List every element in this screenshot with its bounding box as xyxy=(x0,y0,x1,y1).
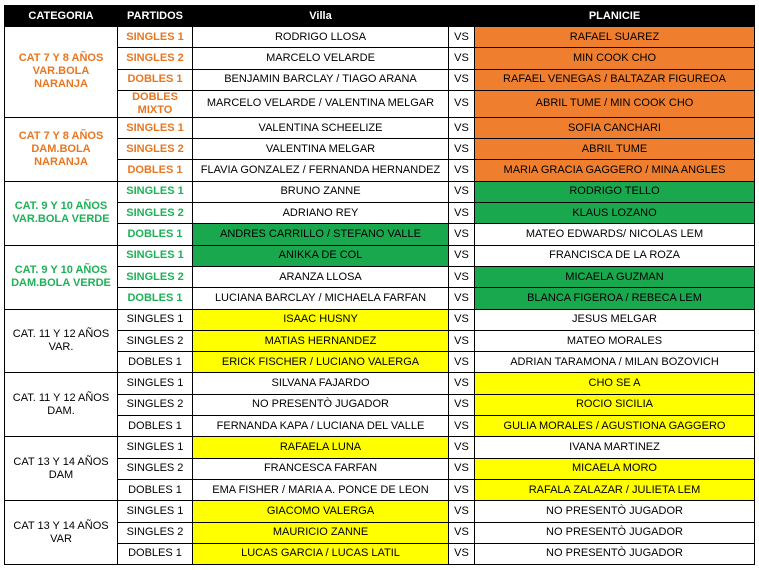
vs-cell: VS xyxy=(449,309,475,330)
planicie-player-cell: RAFAEL SUAREZ xyxy=(475,27,755,48)
table-row xyxy=(5,90,755,117)
vs-cell: VS xyxy=(449,224,475,245)
match-type-cell: SINGLES 2 xyxy=(118,139,193,160)
match-type-cell: DOBLES MIXTO xyxy=(118,90,193,117)
vs-cell: VS xyxy=(449,139,475,160)
villa-player-cell: ARANZA LLOSA xyxy=(193,266,449,287)
table-row xyxy=(5,288,755,309)
villa-player-cell: VALENTINA SCHEELIZE xyxy=(193,117,449,138)
villa-player-cell: BENJAMIN BARCLAY / TIAGO ARANA xyxy=(193,69,449,90)
match-type-cell: SINGLES 1 xyxy=(118,117,193,138)
table-row xyxy=(5,203,755,224)
match-type-cell: SINGLES 1 xyxy=(118,373,193,394)
villa-player-cell: MAURICIO ZANNE xyxy=(193,522,449,543)
match-type-cell: SINGLES 2 xyxy=(118,394,193,415)
category-cell: CAT. 11 Y 12 AÑOS DAM. xyxy=(5,373,118,437)
match-type-cell: SINGLES 2 xyxy=(118,48,193,69)
villa-player-cell: SILVANA FAJARDO xyxy=(193,373,449,394)
table-row xyxy=(5,416,755,437)
table-row xyxy=(5,266,755,287)
match-type-cell: SINGLES 1 xyxy=(118,245,193,266)
villa-player-cell: NO PRESENTÒ JUGADOR xyxy=(193,394,449,415)
match-type-cell: DOBLES 1 xyxy=(118,479,193,500)
table-row xyxy=(5,437,755,458)
match-type-cell: DOBLES 1 xyxy=(118,416,193,437)
planicie-player-cell: MICAELA GUZMAN xyxy=(475,266,755,287)
match-type-cell: SINGLES 1 xyxy=(118,309,193,330)
table-row xyxy=(5,48,755,69)
vs-cell: VS xyxy=(449,69,475,90)
table-row xyxy=(5,458,755,479)
vs-cell: VS xyxy=(449,458,475,479)
villa-player-cell: FRANCESCA FARFAN xyxy=(193,458,449,479)
villa-player-cell: MARCELO VELARDE / VALENTINA MELGAR xyxy=(193,90,449,117)
match-type-cell: SINGLES 2 xyxy=(118,330,193,351)
match-type-cell: SINGLES 1 xyxy=(118,437,193,458)
match-type-cell: SINGLES 2 xyxy=(118,522,193,543)
vs-cell: VS xyxy=(449,522,475,543)
match-type-cell: SINGLES 1 xyxy=(118,27,193,48)
villa-player-cell: MARCELO VELARDE xyxy=(193,48,449,69)
table-row xyxy=(5,181,755,202)
header-villa: Villa xyxy=(193,6,449,27)
villa-player-cell: MATIAS HERNANDEZ xyxy=(193,330,449,351)
match-type-cell: DOBLES 1 xyxy=(118,543,193,564)
villa-player-cell: ANIKKA DE COL xyxy=(193,245,449,266)
match-type-cell: DOBLES 1 xyxy=(118,288,193,309)
match-type-cell: SINGLES 2 xyxy=(118,266,193,287)
header-row xyxy=(5,6,755,27)
category-cell: CAT 13 Y 14 AÑOS VAR xyxy=(5,501,118,565)
vs-cell: VS xyxy=(449,501,475,522)
planicie-player-cell: IVANA MARTINEZ xyxy=(475,437,755,458)
header-categoria: CATEGORIA xyxy=(5,6,118,27)
planicie-player-cell: RAFALA ZALAZAR / JULIETA LEM xyxy=(475,479,755,500)
table-row xyxy=(5,139,755,160)
planicie-player-cell: FRANCISCA DE LA ROZA xyxy=(475,245,755,266)
planicie-player-cell: MATEO EDWARDS/ NICOLAS LEM xyxy=(475,224,755,245)
table-row xyxy=(5,309,755,330)
category-cell: CAT 13 Y 14 AÑOS DAM xyxy=(5,437,118,501)
villa-player-cell: VALENTINA MELGAR xyxy=(193,139,449,160)
vs-cell: VS xyxy=(449,330,475,351)
planicie-player-cell: NO PRESENTÒ JUGADOR xyxy=(475,501,755,522)
table-row xyxy=(5,117,755,138)
villa-player-cell: GIACOMO VALERGA xyxy=(193,501,449,522)
vs-cell: VS xyxy=(449,543,475,564)
villa-player-cell: ERICK FISCHER / LUCIANO VALERGA xyxy=(193,352,449,373)
planicie-player-cell: RODRIGO TELLO xyxy=(475,181,755,202)
villa-player-cell: EMA FISHER / MARIA A. PONCE DE LEON xyxy=(193,479,449,500)
planicie-player-cell: BLANCA FIGEROA / REBECA LEM xyxy=(475,288,755,309)
table-row xyxy=(5,352,755,373)
vs-cell: VS xyxy=(449,437,475,458)
vs-cell: VS xyxy=(449,90,475,117)
match-schedule-table xyxy=(4,5,755,565)
villa-player-cell: BRUNO ZANNE xyxy=(193,181,449,202)
table-body xyxy=(5,27,755,565)
villa-player-cell: ANDRES CARRILLO / STEFANO VALLE xyxy=(193,224,449,245)
match-type-cell: DOBLES 1 xyxy=(118,224,193,245)
header-partidos: PARTIDOS xyxy=(118,6,193,27)
header-planicie: PLANICIE xyxy=(475,6,755,27)
planicie-player-cell: JESUS MELGAR xyxy=(475,309,755,330)
vs-cell: VS xyxy=(449,352,475,373)
table-row xyxy=(5,394,755,415)
vs-cell: VS xyxy=(449,288,475,309)
planicie-player-cell: MIN COOK CHO xyxy=(475,48,755,69)
vs-cell: VS xyxy=(449,181,475,202)
match-type-cell: DOBLES 1 xyxy=(118,160,193,181)
planicie-player-cell: ABRIL TUME / MIN COOK CHO xyxy=(475,90,755,117)
planicie-player-cell: ROCIO SICILIA xyxy=(475,394,755,415)
planicie-player-cell: MICAELA MORO xyxy=(475,458,755,479)
planicie-player-cell: CHO SE A xyxy=(475,373,755,394)
table-row xyxy=(5,160,755,181)
vs-cell: VS xyxy=(449,266,475,287)
category-cell: CAT 7 Y 8 AÑOS DAM.BOLA NARANJA xyxy=(5,117,118,181)
table-row xyxy=(5,69,755,90)
table-row xyxy=(5,373,755,394)
vs-cell: VS xyxy=(449,245,475,266)
table-row xyxy=(5,522,755,543)
category-cell: CAT. 9 Y 10 AÑOS VAR.BOLA VERDE xyxy=(5,181,118,245)
category-cell: CAT. 11 Y 12 AÑOS VAR. xyxy=(5,309,118,373)
match-type-cell: SINGLES 1 xyxy=(118,501,193,522)
vs-cell: VS xyxy=(449,373,475,394)
villa-player-cell: FLAVIA GONZALEZ / FERNANDA HERNANDEZ xyxy=(193,160,449,181)
vs-cell: VS xyxy=(449,27,475,48)
vs-cell: VS xyxy=(449,416,475,437)
planicie-player-cell: NO PRESENTÒ JUGADOR xyxy=(475,522,755,543)
vs-cell: VS xyxy=(449,117,475,138)
planicie-player-cell: MATEO MORALES xyxy=(475,330,755,351)
vs-cell: VS xyxy=(449,479,475,500)
match-type-cell: SINGLES 2 xyxy=(118,203,193,224)
planicie-player-cell: ABRIL TUME xyxy=(475,139,755,160)
vs-cell: VS xyxy=(449,203,475,224)
planicie-player-cell: KLAUS LOZANO xyxy=(475,203,755,224)
villa-player-cell: RAFAELA LUNA xyxy=(193,437,449,458)
match-type-cell: SINGLES 1 xyxy=(118,181,193,202)
vs-cell: VS xyxy=(449,48,475,69)
table-row xyxy=(5,224,755,245)
table-row xyxy=(5,330,755,351)
category-cell: CAT 7 Y 8 AÑOS VAR.BOLA NARANJA xyxy=(5,27,118,118)
match-type-cell: SINGLES 2 xyxy=(118,458,193,479)
vs-cell: VS xyxy=(449,160,475,181)
planicie-player-cell: SOFIA CANCHARI xyxy=(475,117,755,138)
villa-player-cell: LUCAS GARCIA / LUCAS LATIL xyxy=(193,543,449,564)
villa-player-cell: ADRIANO REY xyxy=(193,203,449,224)
villa-player-cell: FERNANDA KAPA / LUCIANA DEL VALLE xyxy=(193,416,449,437)
planicie-player-cell: NO PRESENTÒ JUGADOR xyxy=(475,543,755,564)
vs-cell: VS xyxy=(449,394,475,415)
planicie-player-cell: ADRIAN TARAMONA / MILAN BOZOVICH xyxy=(475,352,755,373)
villa-player-cell: LUCIANA BARCLAY / MICHAELA FARFAN xyxy=(193,288,449,309)
planicie-player-cell: GULIA MORALES / AGUSTIONA GAGGERO xyxy=(475,416,755,437)
planicie-player-cell: MARIA GRACIA GAGGERO / MINA ANGLES xyxy=(475,160,755,181)
villa-player-cell: RODRIGO LLOSA xyxy=(193,27,449,48)
table-row xyxy=(5,543,755,564)
match-type-cell: DOBLES 1 xyxy=(118,69,193,90)
table-row xyxy=(5,27,755,48)
planicie-player-cell: RAFAEL VENEGAS / BALTAZAR FIGUREOA xyxy=(475,69,755,90)
table-row xyxy=(5,501,755,522)
table-row xyxy=(5,245,755,266)
header-vs xyxy=(449,6,475,27)
category-cell: CAT. 9 Y 10 AÑOS DAM.BOLA VERDE xyxy=(5,245,118,309)
villa-player-cell: ISAAC HUSNY xyxy=(193,309,449,330)
table-row xyxy=(5,479,755,500)
match-type-cell: DOBLES 1 xyxy=(118,352,193,373)
